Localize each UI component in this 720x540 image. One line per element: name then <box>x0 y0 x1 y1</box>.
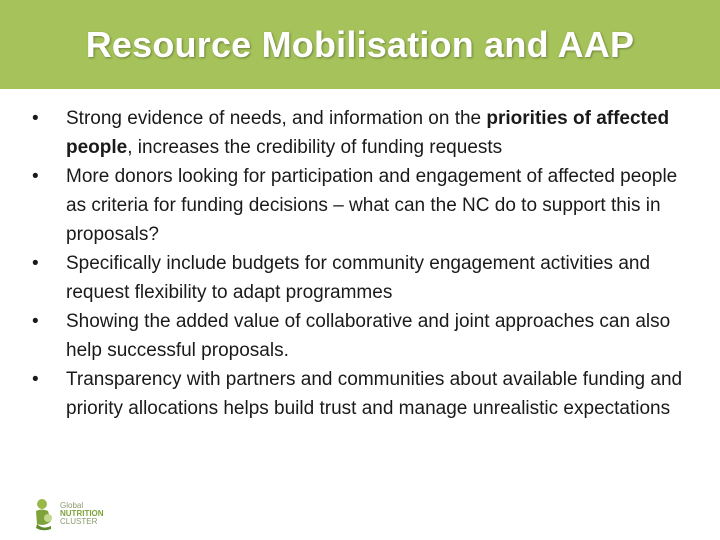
bullet-glyph: • <box>32 253 39 274</box>
bullet-list <box>32 104 692 423</box>
logo-text <box>60 502 104 526</box>
mother-child-icon <box>33 497 57 531</box>
bullet-item <box>32 162 692 249</box>
bullet-item <box>32 104 692 162</box>
bullet-text: Showing the added value of collaborative and joint approaches can also help successful proposals. <box>66 311 671 361</box>
bullet-glyph: • <box>32 108 39 129</box>
bullet-glyph: • <box>32 166 39 187</box>
bullet-text: Transparency with partners and communities about available funding and priority allocations helps build trust and manage unrealistic expectations <box>66 369 683 419</box>
logo-line-2: NUTRITION <box>60 509 104 518</box>
bullet-glyph: • <box>32 369 39 390</box>
bullet-text-tail: , increases the credibility of funding requests <box>127 137 503 158</box>
logo-line-1: Global <box>60 501 84 510</box>
global-nutrition-cluster-logo <box>33 497 104 531</box>
title-bar <box>0 0 720 89</box>
bullet-emphasis: priorities of affected people <box>66 108 670 158</box>
bullet-text: Strong evidence of needs, and information on the <box>66 108 487 129</box>
bullet-text: More donors looking for participation and engagement of affected people as criteria for funding decisions – what can the NC do to support this in proposals? <box>66 166 678 245</box>
logo-line-3: CLUSTER <box>60 517 98 526</box>
bullet-item <box>32 365 692 423</box>
bullet-text: Specifically include budgets for community engagement activities and request flexibility to adapt programmes <box>66 253 651 303</box>
bullet-item <box>32 307 692 365</box>
bullet-glyph: • <box>32 311 39 332</box>
bullet-item <box>32 249 692 307</box>
slide-title: Resource Mobilisation and AAP <box>85 23 635 65</box>
